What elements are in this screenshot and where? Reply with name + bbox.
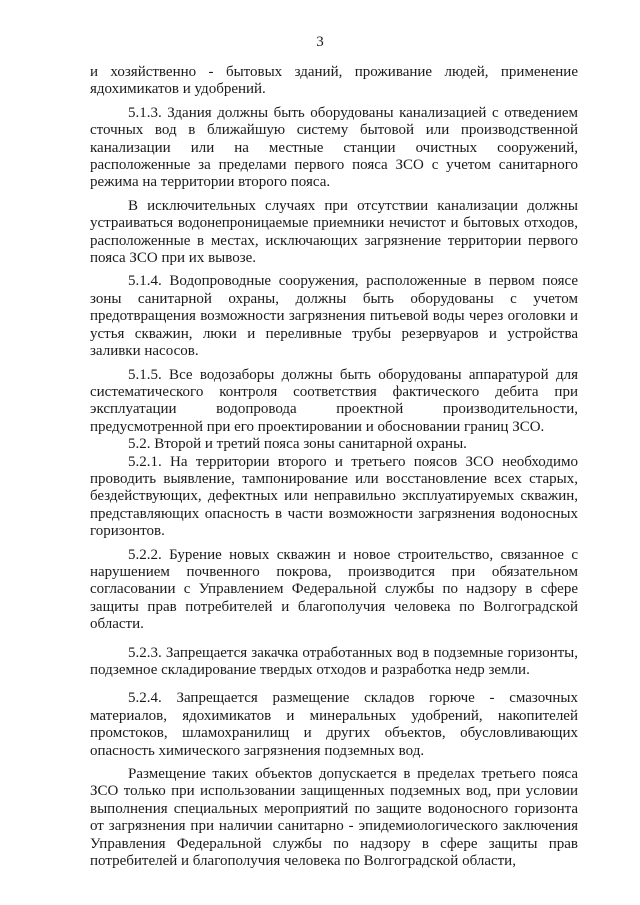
- paragraph-exceptional-cases: В исключительных случаях при отсутствии канализации должны устраиваться водонепроницаемые приемники нечистот и бытовых отходов, расположенные в местах, исключающих загрязнение территории первого пояса ЗСО при их вывозе.: [90, 197, 578, 267]
- paragraph-5-2-2: 5.2.2. Бурение новых скважин и новое строительство, связанное с нарушением почвенного покрова, производится при обязательном согласовании с Управлением Федеральной службы по надзору в сфере защиты прав потребителей и благополучия человека по Волгоградской области.: [90, 546, 578, 633]
- page-number: 3: [316, 34, 324, 50]
- document-body: [90, 64, 578, 870]
- paragraph-5-1-5: 5.1.5. Все водозаборы должны быть оборудованы аппаратурой для систематического контроля соответствия фактического дебита при эксплуатации водопровода проектной производительности, предусмотренной при его проектировании и обосновании границ ЗСО.: [90, 366, 578, 435]
- paragraph-5-1-3: 5.1.3. Здания должны быть оборудованы канализацией с отведением сточных вод в ближайшую систему бытовой или производственной канализации или на местные станции очистных сооружений, расположенные за пределами первого пояса ЗСО с учетом санитарного режима на территории второго пояса.: [90, 104, 578, 191]
- paragraph-5-2-1: 5.2.1. На территории второго и третьего поясов ЗСО необходимо проводить выявление, тампонирование или восстановление всех старых, бездействующих, дефектных или неправильно эксплуатируемых скважин, представляющих опасность в части возможности загрязнения водоносных горизонтов.: [90, 453, 578, 540]
- paragraph-placement: Размещение таких объектов допускается в пределах третьего пояса ЗСО только при использовании защищенных подземных вод, при условии выполнения специальных мероприятий по защите водоносного горизонта от загрязнения при наличии санитарно - эпидемиологического заключения Управления Федеральной службы по надзору в сфере защиты прав потребителей и благополучия человека по Волгоградской области,: [90, 766, 578, 870]
- paragraph-5-2-4: 5.2.4. Запрещается размещение складов горюче - смазочных материалов, ядохимикатов и минеральных удобрений, накопителей промстоков, шламохранилищ и других объектов, обусловливающих опасность химического загрязнения подземных вод.: [90, 690, 578, 759]
- paragraph-continuation: и хозяйственно - бытовых зданий, проживание людей, применение ядохимикатов и удобрений.: [90, 64, 578, 98]
- paragraph-5-2-heading: 5.2. Второй и третий пояса зоны санитарной охраны.: [128, 436, 467, 453]
- paragraph-5-1-4: 5.1.4. Водопроводные сооружения, расположенные в первом поясе зоны санитарной охраны, должны быть оборудованы с учетом предотвращения возможности загрязнения питьевой воды через оголовки и устья скважин, люки и переливные трубы резервуаров и устройства заливки насосов.: [90, 273, 578, 360]
- paragraph-5-2-3: 5.2.3. Запрещается закачка отработанных вод в подземные горизонты, подземное складирование твердых отходов и разработка недр земли.: [90, 644, 578, 678]
